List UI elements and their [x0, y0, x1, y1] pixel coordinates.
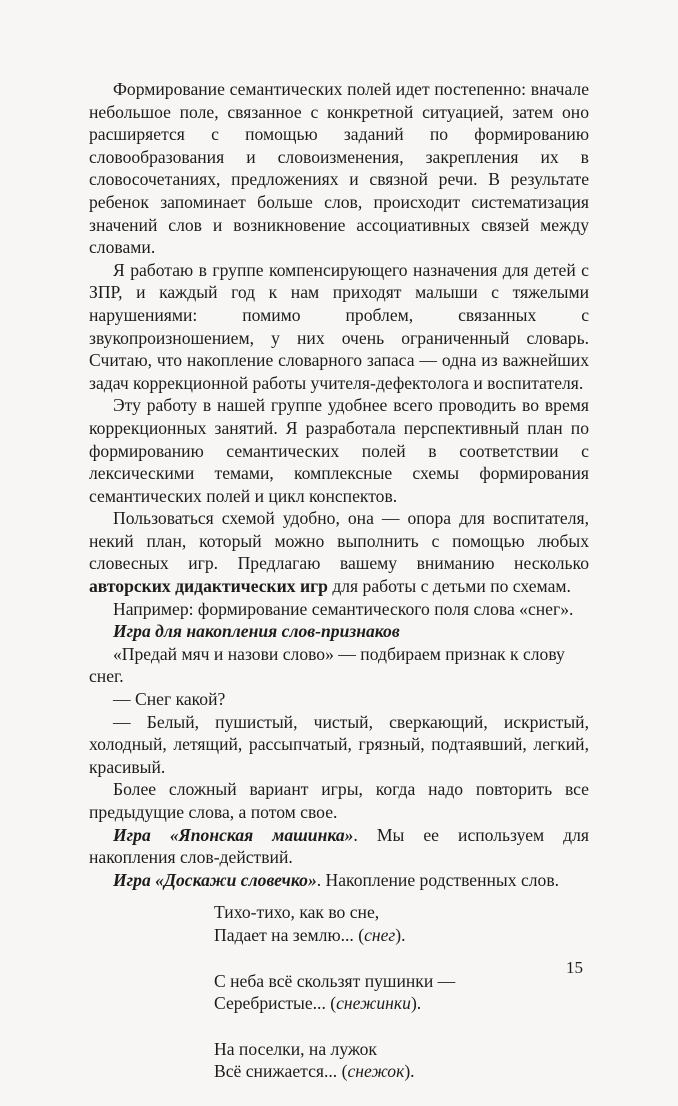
page-body — [89, 78, 589, 1106]
verse-text: Всё снижается... ( — [214, 1061, 348, 1082]
verse-line — [214, 924, 589, 947]
game-1-variant: Более сложный вариант игры, когда надо повторить все предыдущие слова, а потом свое. — [89, 779, 589, 822]
verse-answer: снежок — [347, 1061, 405, 1082]
verse-text: ). — [410, 993, 422, 1014]
game-1-question: — Снег какой? — [113, 689, 226, 710]
page-number: 15 — [566, 958, 583, 977]
game-1-line-1: «Предай мяч и назови слово» — подбираем признак к слову снег. — [89, 643, 565, 687]
paragraph-4-tail: для работы с детьми по схемам. — [327, 576, 571, 597]
verse-line — [214, 1060, 589, 1083]
verse-stanza-2 — [214, 970, 589, 1015]
verse-stanza-3 — [214, 1038, 589, 1083]
verse-block — [214, 901, 589, 1083]
game-3 — [89, 869, 589, 892]
game-1-answer: — Белый, пушистый, чистый, сверкающий, искристый, холодный, летящий, рассыпчатый, грязный, подтаявший, легкий, красивый. — [89, 711, 589, 777]
verse-text: Серебристые... ( — [214, 993, 337, 1014]
game-1-title: Игра для накопления слов-признаков — [113, 621, 400, 642]
author-games-bold: авторских дидактических игр — [89, 576, 328, 597]
paragraph-4-text: Пользоваться схемой удобно, она — опора для воспитателя, некий план, который можно выполнить с помощью любых словесных игр. Предлагаю вашему вниманию несколько — [89, 508, 589, 574]
paragraph-1: Формирование семантических полей идет постепенно: вначале небольшое поле, связанное с конкретной ситуацией, затем оно расширяется с помощью заданий по формированию словообразования и словоизменения, закрепления их в словосочетаниях, предложениях и связной речи. В результате ребенок запоминает больше слов, происходит систематизация значений слов и возникновение ассоциативных связей между словами. — [89, 79, 589, 258]
verse-line: На поселки, на лужок — [214, 1038, 377, 1059]
game-2-title: Игра «Японская машинка» — [113, 824, 354, 845]
paragraph-3: Эту работу в нашей группе удобнее всего проводить во время коррекционных занятий. Я разработала перспективный план по формированию семантических полей в соответствии с лексическими темами, комплексные схемы формирования семантических полей и цикл конспектов. — [89, 395, 589, 506]
verse-text: ). — [395, 924, 406, 945]
verse-line — [214, 992, 589, 1015]
verse-answer: снежинки — [336, 993, 411, 1014]
verse-line: Тихо-тихо, как во сне, — [214, 902, 380, 923]
game-3-title: Игра «Доскажи словечко» — [113, 869, 317, 890]
game-2-text: . Мы ее используем для накопления слов-действий. — [89, 824, 589, 868]
example-line: Например: формирование семантического поля слова «снег». — [113, 598, 574, 619]
verse-text: ). — [404, 1061, 415, 1082]
game-3-text: . Накопление родственных слов. — [316, 869, 560, 890]
verse-line: С неба всё скользят пушинки — — [214, 970, 456, 991]
game-2 — [89, 824, 589, 869]
paragraph-4 — [89, 507, 589, 597]
verse-text: Падает на землю... ( — [214, 924, 365, 945]
paragraph-2: Я работаю в группе компенсирующего назначения для детей с ЗПР, и каждый год к нам приходят малыши с тяжелыми нарушениями: помимо проблем, связанных с звукопроизношением, у них очень ограниченный словарь. Считаю, что накопление словарного запаса — одна из важнейших задач коррекционной работы учителя-дефектолога и воспитателя. — [89, 259, 589, 393]
verse-stanza-1 — [214, 901, 589, 946]
verse-answer: снег — [364, 924, 396, 945]
